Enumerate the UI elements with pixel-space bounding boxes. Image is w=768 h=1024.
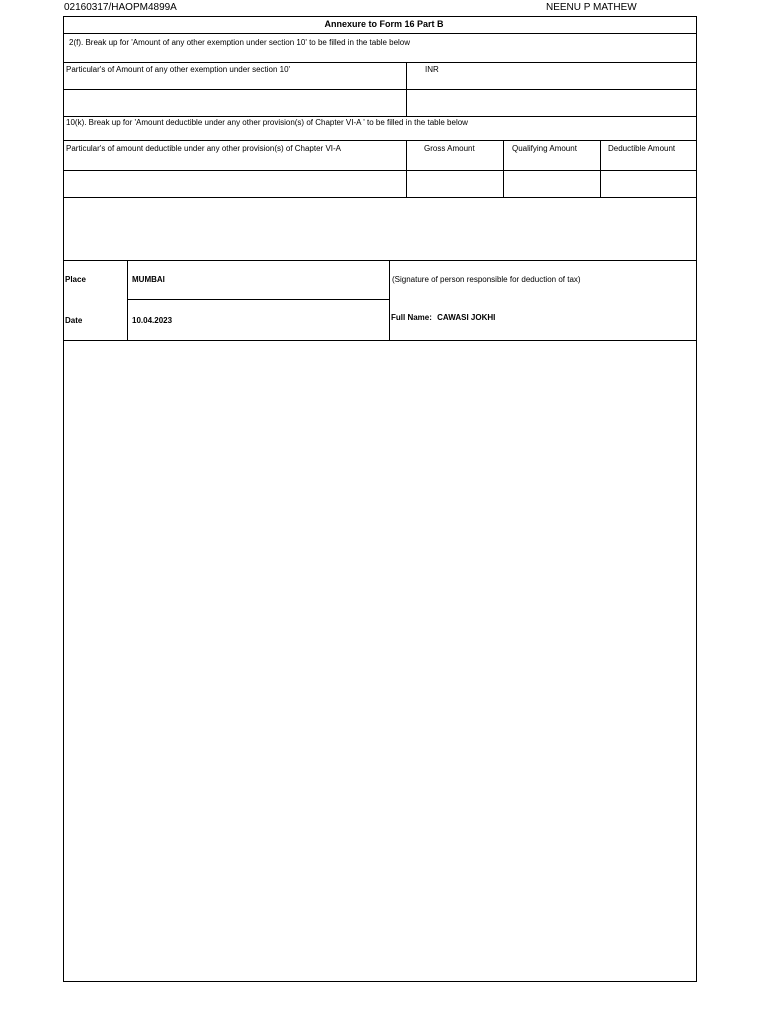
section-10k-heading: 10(k). Break up for 'Amount deductible under any other provision(s) of Chapter VI-A ' to be filled in the table below	[66, 118, 468, 127]
date-value: 10.04.2023	[132, 316, 173, 325]
section-10k-col-gross: Gross Amount	[424, 144, 475, 153]
section-10k-col-particulars: Particular's of amount deductible under any other provision(s) of Chapter VI-A	[66, 144, 341, 153]
date-label: Date	[65, 316, 83, 325]
place-label: Place	[65, 275, 86, 284]
rule-10k-heading-bottom	[63, 140, 697, 141]
rule-2f-row-bottom	[63, 116, 697, 117]
rule-2f-heading-bottom	[63, 62, 697, 63]
rule-signature-bottom	[63, 340, 697, 341]
rule-sig-value-divider	[389, 260, 390, 340]
section-2f-col-particulars: Particular's of Amount of any other exemption under section 10'	[66, 65, 291, 74]
pan-tan-id: 02160317/HAOPM4899A	[64, 2, 177, 13]
rule-10k-col1-divider	[406, 140, 407, 197]
rule-10k-row-bottom	[63, 197, 697, 198]
section-2f-col-inr: INR	[425, 65, 439, 74]
rule-sig-label-divider	[127, 260, 128, 340]
place-value: MUMBAI	[132, 275, 165, 284]
rule-10k-header-bottom	[63, 170, 697, 171]
full-name-field	[391, 313, 495, 323]
full-name-value: CAWASI JOKHI	[437, 313, 496, 322]
form-frame	[63, 16, 697, 982]
rule-10k-col3-divider	[600, 140, 601, 197]
section-10k-col-deductible: Deductible Amount	[608, 144, 676, 153]
employee-name: NEENU P MATHEW	[546, 2, 637, 13]
rule-10k-col2-divider	[503, 140, 504, 197]
rule-signature-top	[63, 260, 697, 261]
full-name-label: Full Name:	[391, 313, 432, 322]
form-title: Annexure to Form 16 Part B	[324, 19, 444, 29]
signature-text: (Signature of person responsible for deduction of tax)	[392, 275, 581, 284]
section-2f-heading: 2(f). Break up for 'Amount of any other exemption under section 10' to be filled in the table below	[69, 38, 411, 47]
rule-2f-col-divider	[406, 62, 407, 116]
rule-signature-mid	[127, 299, 389, 300]
rule-2f-header-bottom	[63, 89, 697, 90]
rule-title-bottom	[63, 33, 697, 34]
section-10k-col-qualifying: Qualifying Amount	[512, 144, 577, 153]
